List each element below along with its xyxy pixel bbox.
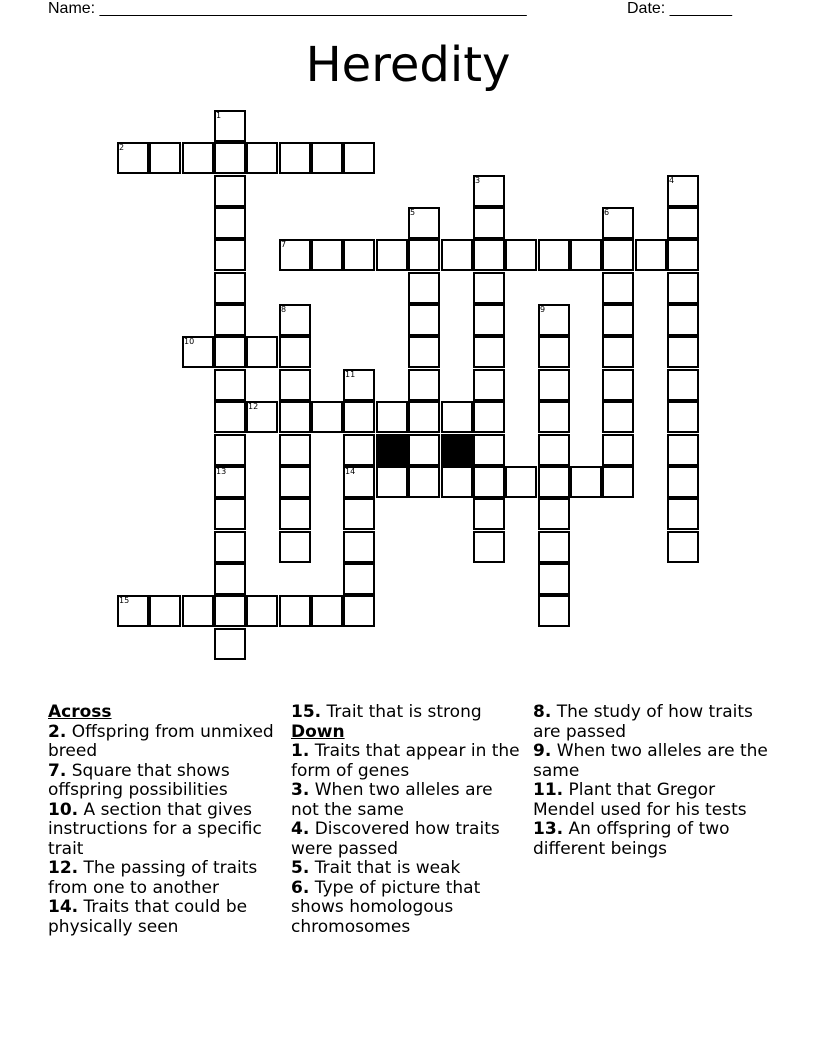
grid-cell[interactable]: [602, 434, 634, 466]
clues-column-2: [291, 703, 521, 937]
grid-cell[interactable]: [214, 369, 246, 401]
grid-cell[interactable]: [214, 498, 246, 530]
grid-cell[interactable]: [408, 239, 440, 271]
clue-number-12: 12: [248, 402, 259, 411]
grid-cell[interactable]: [343, 401, 375, 433]
grid-cell[interactable]: [602, 336, 634, 368]
grid-cell[interactable]: [667, 336, 699, 368]
grid-cell[interactable]: [473, 239, 505, 271]
grid-cell[interactable]: [408, 466, 440, 498]
grid-cell[interactable]: [602, 401, 634, 433]
grid-cell[interactable]: [279, 336, 311, 368]
clue-down-4: 4. Discovered how traits were passed: [291, 819, 500, 859]
grid-cell[interactable]: [505, 239, 537, 271]
grid-cell[interactable]: [667, 531, 699, 563]
grid-cell[interactable]: [473, 207, 505, 239]
clue-number-13: 13: [216, 467, 227, 476]
grid-cell[interactable]: [246, 595, 278, 627]
grid-cell[interactable]: [602, 272, 634, 304]
clue-across-14: 14. Traits that could be physically seen: [48, 897, 248, 937]
clue-across-7: 7. Square that shows offspring possibilities: [48, 760, 230, 800]
grid-cell[interactable]: [214, 239, 246, 271]
grid-cell[interactable]: [538, 434, 570, 466]
grid-cell[interactable]: [538, 466, 570, 498]
grid-cell[interactable]: [538, 563, 570, 595]
grid-cell[interactable]: [214, 531, 246, 563]
grid-cell[interactable]: [214, 272, 246, 304]
grid-cell[interactable]: [667, 498, 699, 530]
grid-cell[interactable]: [473, 531, 505, 563]
grid-cell[interactable]: [343, 563, 375, 595]
clue-number-1: 1: [216, 111, 222, 120]
clue-down-9: 9. When two alleles are the same: [533, 741, 768, 781]
grid-cell[interactable]: [376, 401, 408, 433]
clue-across-2: 2. Offspring from unmixed breed: [48, 721, 274, 761]
clue-across-10: 10. A section that gives instructions for a specific trait: [48, 799, 262, 859]
grid-cell[interactable]: [214, 175, 246, 207]
grid-cell[interactable]: [214, 142, 246, 174]
grid-cell[interactable]: [408, 434, 440, 466]
clue-down-11: 11. Plant that Gregor Mendel used for his tests: [533, 780, 747, 820]
grid-cell[interactable]: [538, 369, 570, 401]
clue-number-10: 10: [184, 337, 195, 346]
clue-down-13: 13. An offspring of two different beings: [533, 819, 730, 859]
clue-number-7: 7: [281, 240, 287, 249]
grid-cell[interactable]: [376, 466, 408, 498]
grid-cell[interactable]: [441, 401, 473, 433]
grid-cell[interactable]: [343, 498, 375, 530]
grid-cell[interactable]: [311, 142, 343, 174]
grid-cell[interactable]: [602, 239, 634, 271]
clue-down-5: 5. Trait that is weak: [291, 858, 461, 878]
clue-number-11: 11: [345, 370, 356, 379]
black-cell: [441, 434, 473, 466]
grid-cell[interactable]: [279, 369, 311, 401]
grid-cell[interactable]: [246, 142, 278, 174]
clue-down-3: 3. When two alleles are not the same: [291, 780, 493, 820]
date-label: Date:: [627, 0, 666, 17]
grid-cell[interactable]: [473, 466, 505, 498]
grid-cell[interactable]: [538, 239, 570, 271]
grid-cell[interactable]: [246, 336, 278, 368]
grid-cell[interactable]: [602, 304, 634, 336]
clue-number-4: 4: [669, 176, 675, 185]
clues-column-3: [533, 703, 773, 859]
grid-cell[interactable]: [538, 498, 570, 530]
grid-cell[interactable]: [343, 434, 375, 466]
grid-cell[interactable]: [343, 142, 375, 174]
clue-number-2: 2: [119, 143, 125, 152]
grid-cell[interactable]: [570, 466, 602, 498]
clue-number-15: 15: [119, 596, 130, 605]
grid-cell[interactable]: [441, 466, 473, 498]
grid-cell[interactable]: [311, 401, 343, 433]
grid-cell[interactable]: [441, 239, 473, 271]
grid-cell[interactable]: [214, 207, 246, 239]
grid-cell[interactable]: [279, 142, 311, 174]
grid-cell[interactable]: [667, 239, 699, 271]
grid-cell[interactable]: [538, 531, 570, 563]
black-cell: [376, 434, 408, 466]
grid-cell[interactable]: [214, 595, 246, 627]
grid-cell[interactable]: [279, 498, 311, 530]
grid-cell[interactable]: [343, 531, 375, 563]
grid-cell[interactable]: [214, 563, 246, 595]
grid-cell[interactable]: [667, 466, 699, 498]
name-line: ________________________________________________: [99, 0, 527, 17]
grid-cell[interactable]: [667, 369, 699, 401]
grid-cell[interactable]: [279, 531, 311, 563]
name-label: Name:: [48, 0, 96, 17]
grid-cell[interactable]: [311, 595, 343, 627]
grid-cell[interactable]: [279, 595, 311, 627]
grid-cell[interactable]: [505, 466, 537, 498]
down-heading: Down: [291, 721, 345, 742]
clue-down-6: 6. Type of picture that shows homologous chromosomes: [291, 877, 481, 937]
grid-cell[interactable]: [408, 304, 440, 336]
across-heading: Across: [48, 702, 112, 722]
clue-across-12: 12. The passing of traits from one to another: [48, 858, 258, 898]
grid-cell[interactable]: [635, 239, 667, 271]
grid-cell[interactable]: [538, 336, 570, 368]
grid-cell[interactable]: [473, 272, 505, 304]
grid-cell[interactable]: [473, 369, 505, 401]
grid-cell[interactable]: [473, 401, 505, 433]
clue-number-8: 8: [281, 305, 287, 314]
clue-down-8: 8. The study of how traits are passed: [533, 702, 753, 742]
clue-number-3: 3: [475, 176, 481, 185]
grid-cell[interactable]: [279, 401, 311, 433]
grid-cell[interactable]: [667, 434, 699, 466]
grid-cell[interactable]: [214, 336, 246, 368]
grid-cell[interactable]: [214, 434, 246, 466]
grid-cell[interactable]: [473, 498, 505, 530]
grid-cell[interactable]: [408, 272, 440, 304]
grid-cell[interactable]: [343, 239, 375, 271]
grid-cell[interactable]: [214, 628, 246, 660]
grid-cell[interactable]: [667, 207, 699, 239]
grid-cell[interactable]: [279, 434, 311, 466]
page-title: Heredity: [305, 37, 511, 93]
grid-cell[interactable]: [667, 272, 699, 304]
grid-cell[interactable]: [149, 595, 181, 627]
grid-cell[interactable]: [343, 595, 375, 627]
grid-cell[interactable]: [279, 466, 311, 498]
grid-cell[interactable]: [667, 401, 699, 433]
clue-number-6: 6: [604, 208, 610, 217]
clue-number-14: 14: [345, 467, 356, 476]
grid-cell[interactable]: [214, 401, 246, 433]
grid-cell[interactable]: [538, 595, 570, 627]
grid-cell[interactable]: [149, 142, 181, 174]
grid-cell[interactable]: [408, 401, 440, 433]
grid-cell[interactable]: [408, 369, 440, 401]
grid-cell[interactable]: [602, 466, 634, 498]
clues-column-1: [48, 703, 288, 937]
grid-cell[interactable]: [473, 336, 505, 368]
grid-cell[interactable]: [473, 434, 505, 466]
grid-cell[interactable]: [408, 336, 440, 368]
grid-cell[interactable]: [182, 142, 214, 174]
grid-cell[interactable]: [602, 369, 634, 401]
clue-number-9: 9: [540, 305, 546, 314]
date-line: _______: [669, 0, 732, 17]
clue-across-15: 15. Trait that is strong: [291, 702, 482, 722]
grid-cell[interactable]: [570, 239, 602, 271]
grid-cell[interactable]: [667, 304, 699, 336]
clue-down-1: 1. Traits that appear in the form of genes: [291, 741, 520, 781]
grid-cell[interactable]: [538, 401, 570, 433]
clue-number-5: 5: [410, 208, 416, 217]
grid-cell[interactable]: [376, 239, 408, 271]
grid-cell[interactable]: [311, 239, 343, 271]
grid-cell[interactable]: [473, 304, 505, 336]
grid-cell[interactable]: [182, 595, 214, 627]
grid-cell[interactable]: [214, 304, 246, 336]
